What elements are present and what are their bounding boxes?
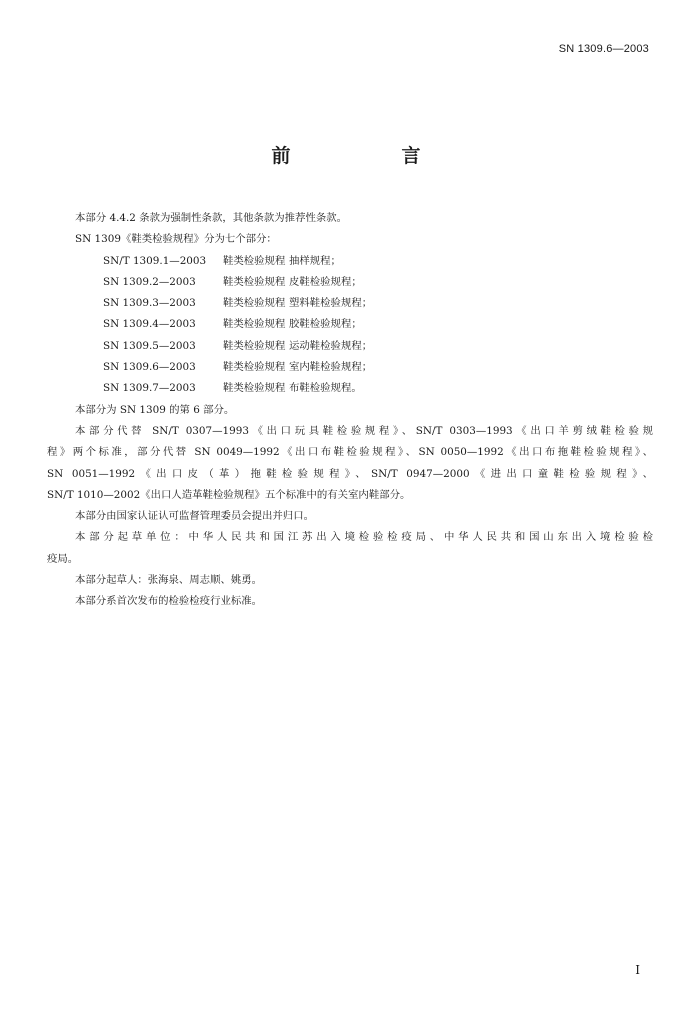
foreword-body bbox=[47, 208, 653, 613]
list-item bbox=[47, 251, 653, 272]
paragraph-part-number: 本部分为 SN 1309 的第 6 部分。 bbox=[75, 403, 235, 416]
part-category: 鞋类检验规程 bbox=[223, 275, 286, 288]
part-category: 鞋类检验规程 bbox=[223, 361, 286, 374]
list-item bbox=[47, 336, 653, 357]
paragraph-replaces-line: 本部分代替 SN/T 0307—1993《出口玩具鞋检验规程》、SN/T 0303—1993《出口羊剪绒鞋检验规 bbox=[75, 424, 653, 437]
paragraph-mandatory-clauses: 本部分 4.4.2 条款为强制性条款，其他条款为推荐性条款。 bbox=[75, 212, 348, 224]
paragraph-replaces-line: 程》两个标准，部分代替 SN 0049—1992《出口布鞋检验规程》、SN 0050—1992《出口布拖鞋检验规程》、 bbox=[47, 446, 653, 459]
page-title: 前 言 bbox=[271, 145, 467, 167]
part-code: SN 1309.7—2003 bbox=[103, 382, 196, 395]
list-item bbox=[47, 272, 653, 293]
list-item bbox=[47, 293, 653, 314]
list-item bbox=[47, 314, 653, 335]
page-number: I bbox=[635, 963, 640, 977]
part-name: 塑料鞋检验规程； bbox=[289, 297, 373, 310]
part-code: SN 1309.4—2003 bbox=[103, 318, 196, 331]
parts-list bbox=[47, 251, 653, 400]
list-item bbox=[47, 378, 653, 399]
part-code: SN 1309.3—2003 bbox=[103, 297, 196, 310]
list-item bbox=[47, 357, 653, 378]
part-category: 鞋类检验规程 bbox=[223, 297, 286, 310]
paragraph-proposed-by: 本部分由国家认证认可监督管理委员会提出并归口。 bbox=[75, 510, 314, 523]
paragraph-first-release: 本部分系首次发布的检验检疫行业标准。 bbox=[75, 595, 263, 608]
paragraph-drafting-units-line: 疫局。 bbox=[47, 552, 79, 565]
part-name: 皮鞋检验规程； bbox=[289, 275, 362, 288]
paragraph-replaces-line: SN/T 1010—2002《出口人造革鞋检验规程》五个标准中的有关室内鞋部分。 bbox=[47, 488, 411, 501]
paragraph-parts-intro: SN 1309《鞋类检验规程》分为七个部分： bbox=[75, 233, 277, 246]
part-code: SN 1309.6—2003 bbox=[103, 361, 196, 374]
part-code: SN/T 1309.1—2003 bbox=[103, 254, 207, 267]
paragraph-replaces-line: SN 0051—1992《出口皮（革）拖鞋检验规程》、SN/T 0947—2000《进出口童鞋检验规程》、 bbox=[47, 467, 653, 480]
part-category: 鞋类检验规程 bbox=[223, 382, 286, 395]
paragraph-drafting-units-line: 本部分起草单位：中华人民共和国江苏出入境检验检疫局、中华人民共和国山东出入境检验检 bbox=[75, 531, 653, 544]
part-category: 鞋类检验规程 bbox=[223, 318, 286, 331]
part-code: SN 1309.2—2003 bbox=[103, 275, 196, 288]
part-name: 布鞋检验规程。 bbox=[289, 382, 362, 395]
paragraph-drafters: 本部分起草人：张海泉、周志顺、姚勇。 bbox=[75, 574, 263, 587]
part-category: 鞋类检验规程 bbox=[223, 254, 286, 267]
part-category: 鞋类检验规程 bbox=[223, 339, 286, 352]
part-name: 室内鞋检验规程； bbox=[289, 361, 373, 374]
standard-code: SN 1309.6—2003 bbox=[558, 43, 649, 55]
part-name: 运动鞋检验规程； bbox=[289, 339, 373, 352]
part-name: 抽样规程； bbox=[289, 254, 341, 267]
part-name: 胶鞋检验规程； bbox=[289, 318, 362, 331]
part-code: SN 1309.5—2003 bbox=[103, 339, 196, 352]
